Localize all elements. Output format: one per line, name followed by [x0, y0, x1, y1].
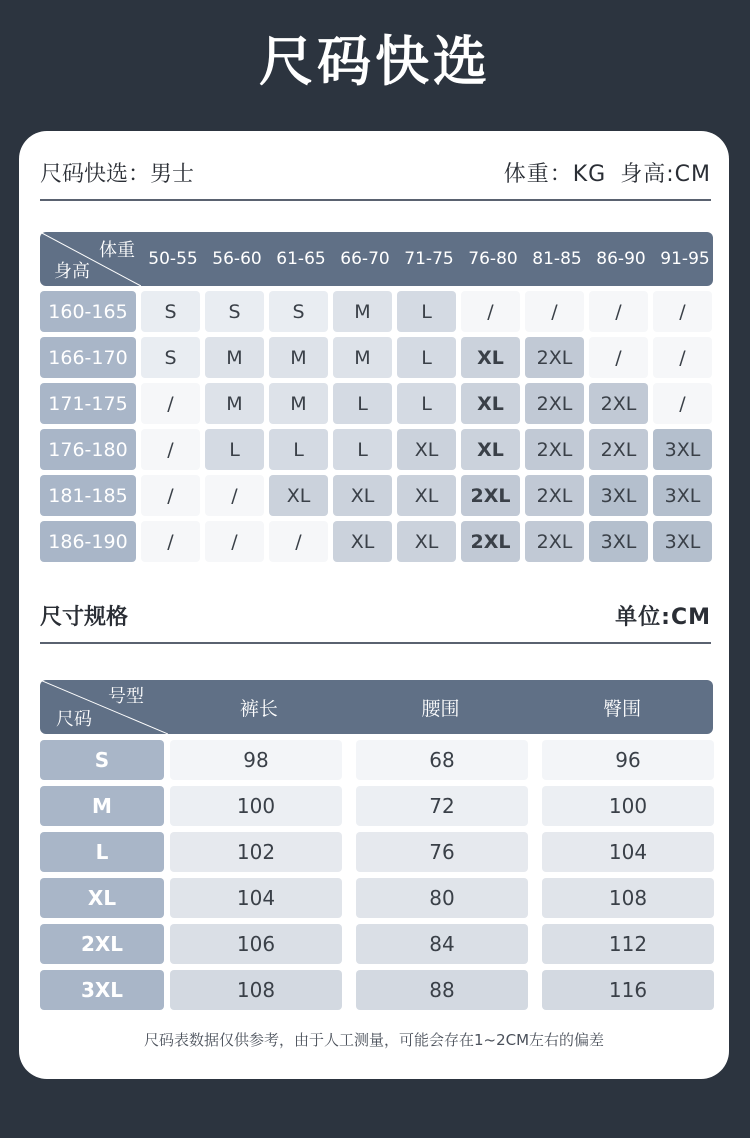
table-row: [40, 832, 713, 872]
column-header-waist: 腰围: [421, 697, 460, 720]
table-row: [40, 786, 713, 826]
measurement-cell: 104: [170, 878, 342, 918]
table-corner-cell: [40, 680, 168, 734]
weight-range-header: 81-85: [532, 249, 582, 269]
size-label: M: [40, 786, 164, 826]
size-cell: L: [333, 383, 392, 424]
measurement-cell: 102: [170, 832, 342, 872]
size-cell: XL: [333, 521, 392, 562]
table-row: [40, 924, 713, 964]
table-row: [40, 383, 713, 424]
height-range-label: 160-165: [40, 291, 136, 332]
size-cell: /: [589, 337, 648, 378]
size-cell: 3XL: [653, 475, 712, 516]
size-cell: L: [397, 291, 456, 332]
spec-table: [40, 680, 713, 1010]
quick-select-table-header: [40, 232, 713, 286]
size-cell: M: [333, 337, 392, 378]
measurement-cell: 106: [170, 924, 342, 964]
table-row: [40, 429, 713, 470]
size-cell: M: [269, 337, 328, 378]
measurement-cell: 68: [356, 740, 528, 780]
measurement-cell: 108: [542, 878, 714, 918]
height-range-label: 186-190: [40, 521, 136, 562]
size-cell: L: [333, 429, 392, 470]
measurement-cell: 98: [170, 740, 342, 780]
height-range-label: 171-175: [40, 383, 136, 424]
size-cell: 2XL: [525, 475, 584, 516]
size-cell: 2XL: [461, 475, 520, 516]
size-card: [19, 131, 729, 1079]
height-range-label: 166-170: [40, 337, 136, 378]
weight-unit: 体重：KG: [503, 161, 607, 187]
measurement-cell: 100: [170, 786, 342, 826]
weight-range-header: 91-95: [660, 249, 710, 269]
size-cell: 2XL: [461, 521, 520, 562]
size-cell: /: [141, 475, 200, 516]
size-cell: /: [653, 383, 712, 424]
measurement-cell: 96: [542, 740, 714, 780]
table-row: [40, 475, 713, 516]
size-cell: /: [141, 429, 200, 470]
spec-header: [40, 595, 711, 635]
divider: [40, 199, 711, 201]
corner-size-label: 尺码: [56, 709, 92, 730]
size-cell: /: [141, 521, 200, 562]
footnote: 尺码表数据仅供参考，由于人工测量，可能会存在1~2CM左右的偏差: [143, 1031, 605, 1049]
size-cell: S: [205, 291, 264, 332]
measurement-cell: 108: [170, 970, 342, 1010]
table-row: [40, 337, 713, 378]
size-cell: /: [205, 475, 264, 516]
size-label: 2XL: [40, 924, 164, 964]
size-cell: 2XL: [525, 337, 584, 378]
size-label: L: [40, 832, 164, 872]
height-range-label: 181-185: [40, 475, 136, 516]
size-cell: 3XL: [653, 429, 712, 470]
size-label: 3XL: [40, 970, 164, 1010]
weight-range-header: 61-65: [276, 249, 326, 269]
size-cell: L: [269, 429, 328, 470]
size-cell: /: [205, 521, 264, 562]
corner-height-label: 身高: [54, 261, 90, 282]
column-header-hip: 臀围: [603, 697, 642, 720]
corner-model-label: 号型: [108, 686, 144, 707]
table-corner-cell: [40, 232, 141, 286]
table-row: [40, 521, 713, 562]
size-cell: 2XL: [589, 383, 648, 424]
divider: [40, 642, 711, 644]
weight-range-headers: [141, 249, 717, 269]
measurement-cell: 100: [542, 786, 714, 826]
size-cell: XL: [397, 521, 456, 562]
page-title: 尺码快选: [259, 30, 491, 93]
size-cell: XL: [397, 475, 456, 516]
measurement-cell: 88: [356, 970, 528, 1010]
size-cell: M: [333, 291, 392, 332]
size-cell: /: [141, 383, 200, 424]
gender-label: 男士: [150, 161, 195, 187]
table-row: [40, 740, 713, 780]
weight-range-header: 76-80: [468, 249, 518, 269]
size-cell: 2XL: [589, 429, 648, 470]
height-range-label: 176-180: [40, 429, 136, 470]
size-cell: S: [141, 291, 200, 332]
size-cell: 3XL: [653, 521, 712, 562]
quick-select-table: [40, 232, 713, 562]
measurement-cell: 112: [542, 924, 714, 964]
size-cell: /: [461, 291, 520, 332]
measurement-cell: 104: [542, 832, 714, 872]
weight-range-header: 71-75: [404, 249, 454, 269]
size-cell: /: [589, 291, 648, 332]
table-row: [40, 970, 713, 1010]
size-cell: L: [397, 383, 456, 424]
size-cell: XL: [461, 337, 520, 378]
quick-select-header: [40, 152, 711, 192]
size-cell: 3XL: [589, 475, 648, 516]
size-cell: M: [269, 383, 328, 424]
measurement-cell: 76: [356, 832, 528, 872]
size-cell: XL: [461, 383, 520, 424]
size-cell: /: [653, 291, 712, 332]
size-cell: M: [205, 337, 264, 378]
size-cell: XL: [461, 429, 520, 470]
weight-range-header: 66-70: [340, 249, 390, 269]
spec-table-header: [40, 680, 713, 734]
column-header-length: 裤长: [239, 697, 278, 720]
size-cell: XL: [333, 475, 392, 516]
measurement-cell: 116: [542, 970, 714, 1010]
table-row: [40, 291, 713, 332]
size-cell: S: [269, 291, 328, 332]
size-cell: 2XL: [525, 429, 584, 470]
height-unit: 身高:CM: [620, 161, 711, 187]
size-cell: L: [205, 429, 264, 470]
size-cell: 2XL: [525, 521, 584, 562]
spec-title: 尺寸规格: [40, 604, 129, 630]
weight-range-header: 86-90: [596, 249, 646, 269]
size-cell: XL: [397, 429, 456, 470]
quick-select-table-body: [40, 291, 713, 562]
size-cell: 3XL: [589, 521, 648, 562]
size-cell: L: [397, 337, 456, 378]
size-cell: M: [205, 383, 264, 424]
quick-select-label: 尺码快选：: [40, 161, 151, 187]
corner-weight-label: 体重: [99, 240, 135, 261]
spec-unit: 单位:CM: [615, 604, 711, 630]
size-cell: XL: [269, 475, 328, 516]
measurement-cell: 84: [356, 924, 528, 964]
weight-range-header: 50-55: [148, 249, 198, 269]
size-cell: 2XL: [525, 383, 584, 424]
measurement-cell: 72: [356, 786, 528, 826]
size-cell: S: [141, 337, 200, 378]
size-label: XL: [40, 878, 164, 918]
table-row: [40, 878, 713, 918]
spec-table-body: [40, 740, 713, 1010]
weight-range-header: 56-60: [212, 249, 262, 269]
size-cell: /: [525, 291, 584, 332]
measurement-cell: 80: [356, 878, 528, 918]
size-cell: /: [269, 521, 328, 562]
size-cell: /: [653, 337, 712, 378]
size-label: S: [40, 740, 164, 780]
